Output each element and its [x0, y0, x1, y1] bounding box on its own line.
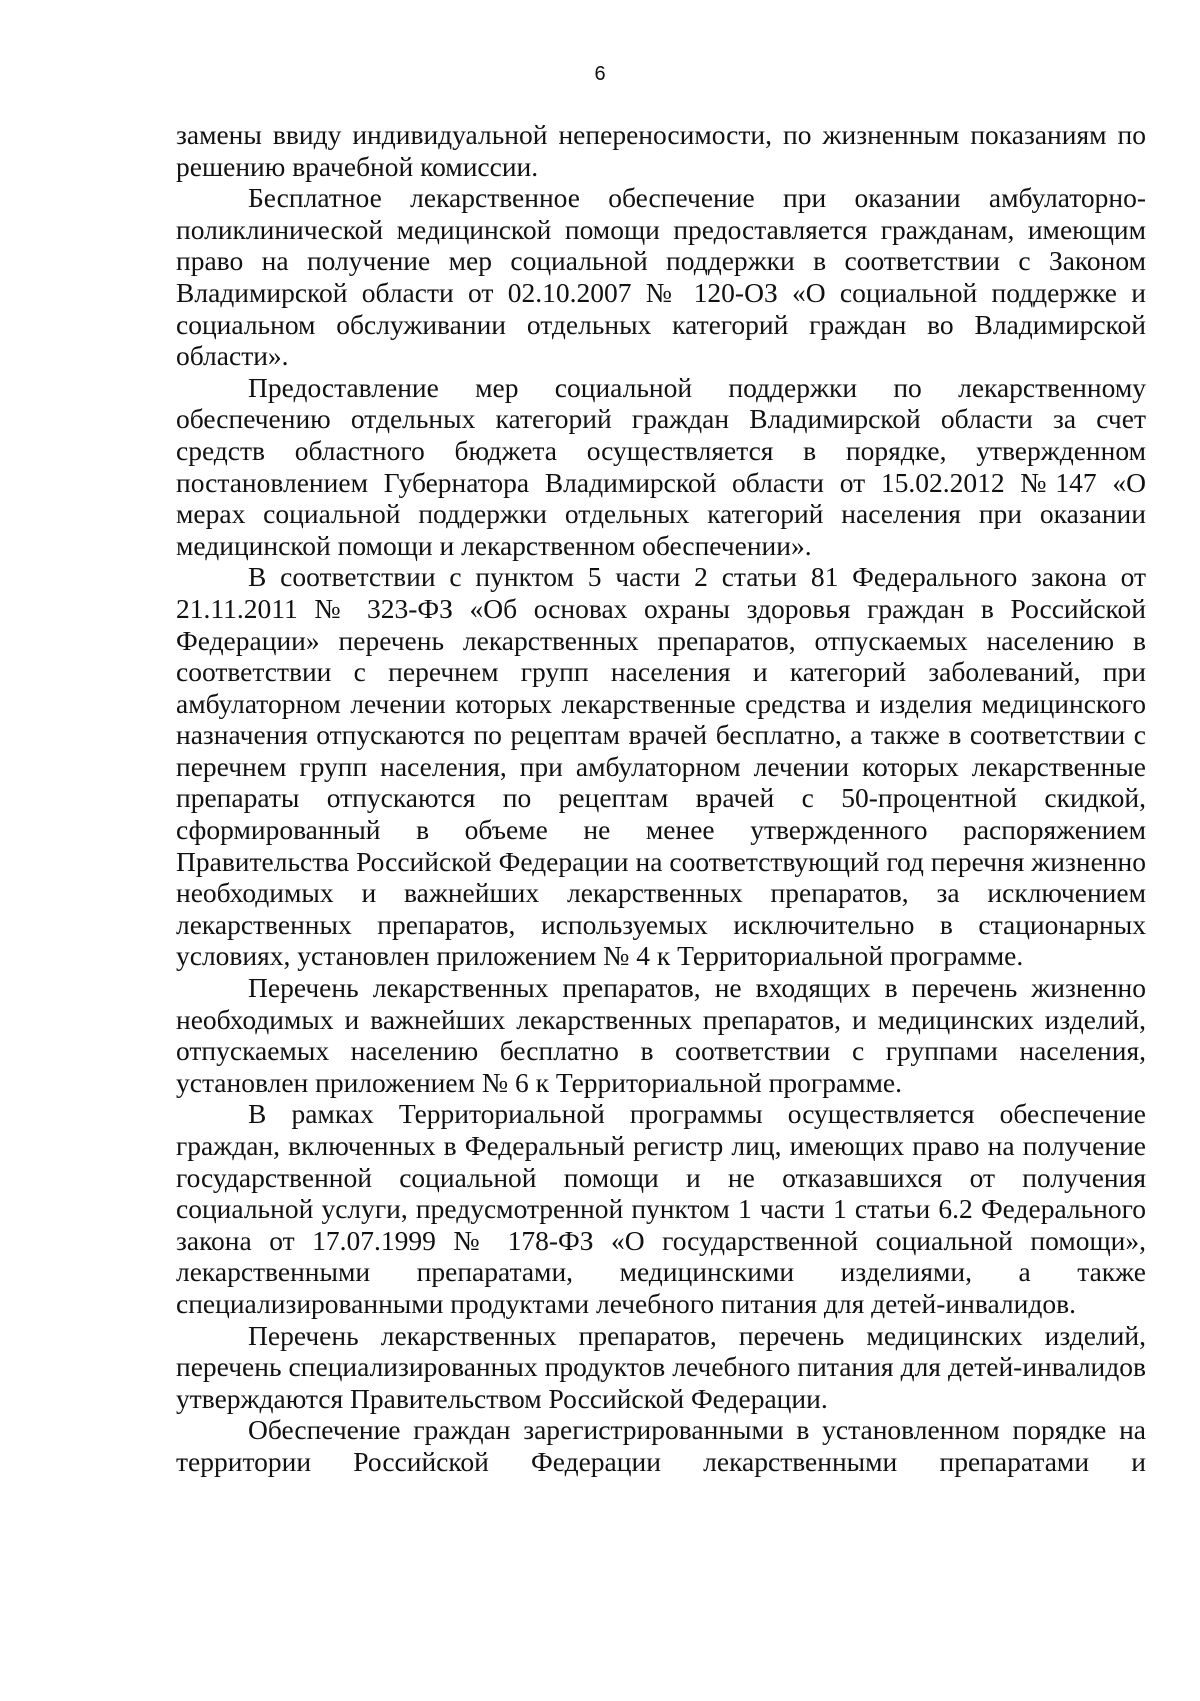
paragraph-regional-support: Предоставление мер социальной поддержки по лекарственному обеспечению отдельных категорий граждан Владимирской области за счет средств областного бюджета осуществляется в порядке, утвержденном постановлением Губернатора Владимирской области от 15.02.2012 №147 «О мерах социальной поддержки отдельных категорий населения при оказании медицинской помощи и лекарственном обеспечении».	[176, 371, 1146, 561]
paragraph-federal-register: В рамках Территориальной программы осуществляется обеспечение граждан, включенных в Федеральный регистр лиц, имеющих право на получение государственной социальной помощи и не отказавшихся от получения социальной услуги, предусмотренной пунктом 1 части 1 статьи 6.2 Федерального закона от 17.07.1999 № 178-ФЗ «О государственной социальной помощи», лекарственными препаратами, медицинскими изделиями, а также специализированными продуктами лечебного питания для детей-инвалидов.	[176, 1098, 1146, 1319]
paragraph-federal-law-323: В соответствии с пунктом 5 части 2 статьи 81 Федерального закона от 21.11.2011 № 323-ФЗ «Об основах охраны здоровья граждан в Российской Федерации» перечень лекарственных препаратов, отпускаемых населению в соответствии с перечнем групп населения и категорий заболеваний, при амбулаторном лечении которых лекарственные средства и изделия медицинского назначения отпускаются по рецептам врачей бесплатно, а также в соответствии с перечнем групп населения, при амбулаторном лечении которых лекарственные препараты отпускаются по рецептам врачей с 50-процентной скидкой, сформированный в объеме не менее утвержденного распоряжением Правительства Российской Федерации на соответствующий год перечня жизненно необходимых и важнейших лекарственных препаратов, за исключением лекарственных препаратов, используемых исключительно в стационарных условиях, установлен приложением № 4 к Территориальной программе.	[176, 561, 1146, 972]
paragraph-government-approval: Перечень лекарственных препаратов, перечень медицинских изделий, перечень специализированных продуктов лечебного питания для детей-инвалидов утверждаются Правительством Российской Федерации.	[176, 1319, 1146, 1414]
paragraph-registered-drugs: Обеспечение граждан зарегистрированными в установленном порядке на территории Российской Федерации лекарственными препаратами и	[176, 1414, 1146, 1477]
paragraph-free-drug-provision: Бесплатное лекарственное обеспечение при оказании амбулаторно-поликлинической медицинской помощи предоставляется гражданам, имеющим право на получение мер социальной поддержки в соответствии с Законом Владимирской области от 02.10.2007 № 120-ОЗ «О социальной поддержке и социальном обслуживании отдельных категорий граждан во Владимирской области».	[176, 182, 1146, 372]
page-number: 6	[594, 63, 606, 85]
paragraph-non-essential-drugs: Перечень лекарственных препаратов, не входящих в перечень жизненно необходимых и важнейших лекарственных препаратов, и медицинских изделий, отпускаемых населению бесплатно в соответствии с группами населения, установлен приложением № 6 к Территориальной программе.	[176, 972, 1146, 1098]
document-body	[176, 119, 1146, 1478]
paragraph-continuation: замены ввиду индивидуальной непереносимости, по жизненным показаниям по решению врачебной комиссии.	[176, 119, 1146, 182]
